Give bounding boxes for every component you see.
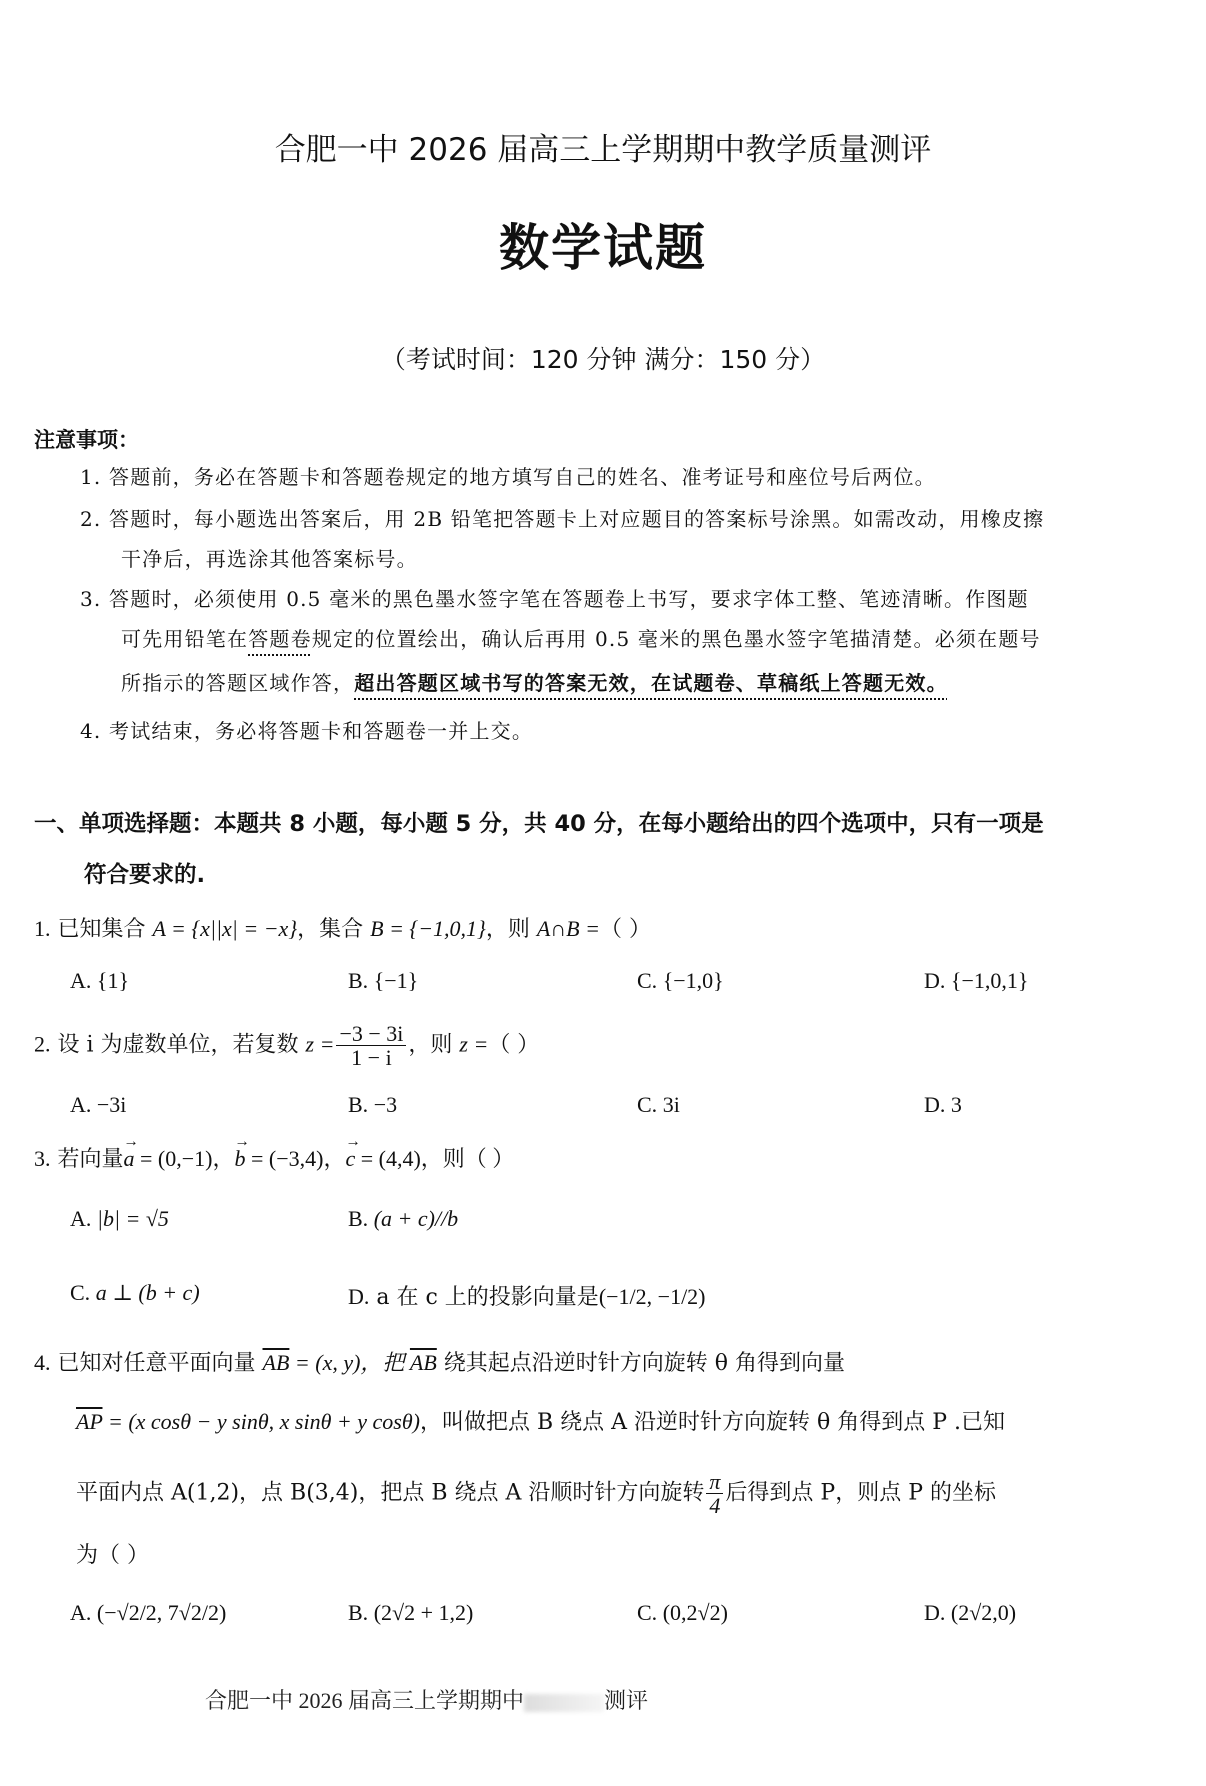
option-text: (a + c)//b	[373, 1206, 459, 1231]
option-label: A.	[70, 1092, 92, 1117]
option-text: (2√2,0)	[950, 1600, 1017, 1625]
rotation-formula: = (x cosθ − y sinθ, x sinθ + y cosθ)	[102, 1409, 420, 1434]
section-heading-cont: 符合要求的.	[84, 862, 206, 888]
notice-num: 3.	[80, 587, 102, 611]
question-number: 2.	[34, 1031, 51, 1057]
stem-text: ，叫做把点 B 绕点 A 沿逆时针方向旋转 θ 角得到点 P .已知	[419, 1410, 1006, 1435]
stem-text: 已知对任意平面向量	[57, 1351, 263, 1376]
notice-num: 4.	[80, 719, 102, 743]
math-expr: B = {−1,0,1}	[370, 916, 486, 941]
math-expr: z =	[305, 1031, 335, 1057]
q2-option-a	[70, 1092, 126, 1118]
option-text: 3	[950, 1092, 962, 1117]
option-text: (2√2 + 1,2)	[373, 1600, 474, 1625]
vector-c: → c	[345, 1146, 355, 1172]
footer-text: 测评	[604, 1688, 649, 1713]
option-label: C.	[70, 1280, 91, 1305]
option-text: |b| = √5	[96, 1206, 169, 1231]
vector-ab: $\overline{AB}$	[409, 1350, 437, 1375]
notice-heading: 注意事项：	[34, 428, 139, 452]
stem-text: 设 i 为虚数单位，若复数	[57, 1032, 306, 1058]
question-2	[34, 1022, 539, 1069]
notice-item-4	[80, 715, 533, 744]
vector-ap: $\overline{AP}$	[76, 1409, 103, 1434]
q1-option-a	[70, 968, 129, 994]
option-text: {1}	[96, 968, 130, 993]
section-heading: 一、单项选择题：本题共 8 小题，每小题 5 分，共 40 分，在每小题给出的四个选项中，只有一项是	[34, 811, 1044, 837]
option-label: C.	[637, 1600, 658, 1625]
option-label: D.	[924, 1092, 946, 1117]
option-label: B.	[348, 1092, 369, 1117]
question-4-line4: 为（ ）	[76, 1543, 149, 1568]
option-label: D.	[924, 968, 946, 993]
option-text: −3i	[96, 1092, 127, 1117]
q1-option-c	[637, 968, 724, 994]
notice-item-2-cont: 干净后，再选涂其他答案标号。	[121, 547, 418, 571]
notice-item-3	[80, 583, 1029, 612]
subject-title: 数学试题	[499, 220, 707, 276]
notice-text: 考试结束，务必将答题卡和答题卷一并上交。	[109, 719, 534, 743]
option-text: −3	[373, 1092, 398, 1117]
option-text: (−√2/2, 7√2/2)	[96, 1600, 227, 1625]
q2-option-c	[637, 1092, 680, 1118]
stem-text: 若向量	[57, 1147, 124, 1172]
fraction-denominator: 1 − i	[351, 1045, 392, 1071]
option-label: A.	[70, 968, 92, 993]
page-footer	[205, 1684, 648, 1715]
fraction-denominator: 4	[709, 1493, 721, 1519]
exam-title: 合肥一中 2026 届高三上学期期中教学质量测评	[274, 132, 932, 168]
question-3	[34, 1142, 514, 1173]
footer-text: 合肥一中 2026 届高三上学期期中	[205, 1688, 525, 1713]
q4-option-c	[637, 1600, 728, 1626]
notice-emphasis: 答题卷	[248, 627, 312, 651]
notice-num: 1.	[80, 465, 102, 489]
stem-text: 已知集合	[57, 917, 153, 942]
option-label: C.	[637, 968, 658, 993]
option-label: D.	[924, 1600, 946, 1625]
math-expr: = (−3,4)，	[245, 1146, 346, 1171]
math-expr: = (0,−1)，	[134, 1146, 235, 1171]
fraction	[336, 1022, 406, 1069]
q4-option-d	[924, 1600, 1016, 1626]
math-expr: = (4,4)，则（ ）	[355, 1146, 515, 1171]
option-label: C.	[637, 1092, 658, 1117]
stem-text: 绕其起点沿逆时针方向旋转 θ 角得到向量	[436, 1351, 846, 1376]
question-4-line1	[34, 1346, 845, 1377]
option-label: A.	[70, 1206, 92, 1231]
option-label: A.	[70, 1600, 92, 1625]
question-number: 1.	[34, 916, 51, 941]
answer-blank: （ ）	[488, 1032, 540, 1058]
notice-text: 答题前，务必在答题卡和答题卷规定的地方填写自己的姓名、准考证号和座位号后两位。	[109, 465, 936, 489]
option-label: B.	[348, 1206, 369, 1231]
option-text: (0,2√2)	[662, 1600, 728, 1625]
question-1	[34, 912, 651, 943]
q1-option-b	[348, 968, 418, 994]
notice-item-3-cont1	[121, 623, 1041, 652]
stem-text: 平面内点 A(1,2)，点 B(3,4)，把点 B 绕点 A 沿顺时针方向旋转	[76, 1480, 705, 1506]
q2-option-b	[348, 1092, 397, 1118]
fraction-numerator: π	[706, 1470, 723, 1494]
q3-option-b	[348, 1206, 458, 1232]
q3-option-c	[70, 1280, 200, 1306]
answer-blank: （ ）	[599, 917, 651, 942]
notice-text: 规定的位置绘出，确认后再用 0.5 毫米的黑色墨水签字笔描清楚。必须在题号	[311, 627, 1041, 651]
notice-item-3-cont2	[121, 667, 948, 696]
q1-option-d	[924, 968, 1028, 994]
math-expr: z =	[459, 1031, 489, 1057]
q4-option-a	[70, 1600, 226, 1626]
option-label: D.	[348, 1284, 370, 1309]
notice-text: 所指示的答题区域作答，	[121, 671, 355, 695]
question-4-line2	[76, 1405, 1005, 1436]
math-expr: A∩B =	[536, 916, 600, 941]
q2-option-d	[924, 1092, 962, 1118]
stem-text: ，集合	[297, 917, 371, 942]
notice-item-1	[80, 461, 936, 490]
notice-emphasis: 超出答题区域书写的答案无效，在试题卷、草稿纸上答题无效。	[354, 671, 948, 695]
option-text: {−1}	[373, 968, 419, 993]
option-text: a 在 c 上的投影向量是	[376, 1285, 599, 1310]
notice-text: 可先用铅笔在	[121, 627, 249, 651]
question-4-line3	[76, 1470, 996, 1517]
q3-option-d	[348, 1280, 706, 1311]
option-text: {−1,0}	[662, 968, 724, 993]
q4-option-b	[348, 1600, 473, 1626]
option-text: 3i	[662, 1092, 680, 1117]
vector-b: → b	[234, 1146, 245, 1172]
notice-item-2	[80, 503, 1044, 532]
question-number: 4.	[34, 1350, 51, 1375]
option-label: B.	[348, 968, 369, 993]
option-text: {−1,0,1}	[950, 968, 1029, 993]
stem-text: 后得到点 P，则点 P 的坐标	[725, 1480, 997, 1506]
vector-ab: $\overline{AB}$	[262, 1350, 290, 1375]
q3-option-a	[70, 1206, 169, 1232]
fraction-pi-over-4	[706, 1470, 723, 1517]
option-label: B.	[348, 1600, 369, 1625]
notice-num: 2.	[80, 507, 102, 531]
stem-text: ，则	[485, 917, 537, 942]
option-text: a ⊥ (b + c)	[95, 1280, 200, 1305]
question-number: 3.	[34, 1146, 51, 1171]
math-expr: A = {x||x| = −x}	[152, 916, 298, 941]
exam-info: （考试时间：120 分钟 满分：150 分）	[380, 345, 826, 374]
notice-text: 答题时，必须使用 0.5 毫米的黑色墨水签字笔在答题卷上书写，要求字体工整、笔迹清晰。作图题	[109, 587, 1029, 611]
vector-a: → a	[124, 1146, 135, 1172]
blurred-watermark	[524, 1694, 604, 1712]
math-expr: = (x, y)，把	[289, 1350, 410, 1375]
stem-text: ，则	[408, 1032, 460, 1058]
notice-text: 答题时，每小题选出答案后，用 2B 铅笔把答题卡上对应题目的答案标号涂黑。如需改动，用橡皮擦	[109, 507, 1045, 531]
fraction-numerator: −3 − 3i	[336, 1022, 406, 1046]
option-vector-value: (−1/2, −1/2)	[598, 1284, 706, 1309]
